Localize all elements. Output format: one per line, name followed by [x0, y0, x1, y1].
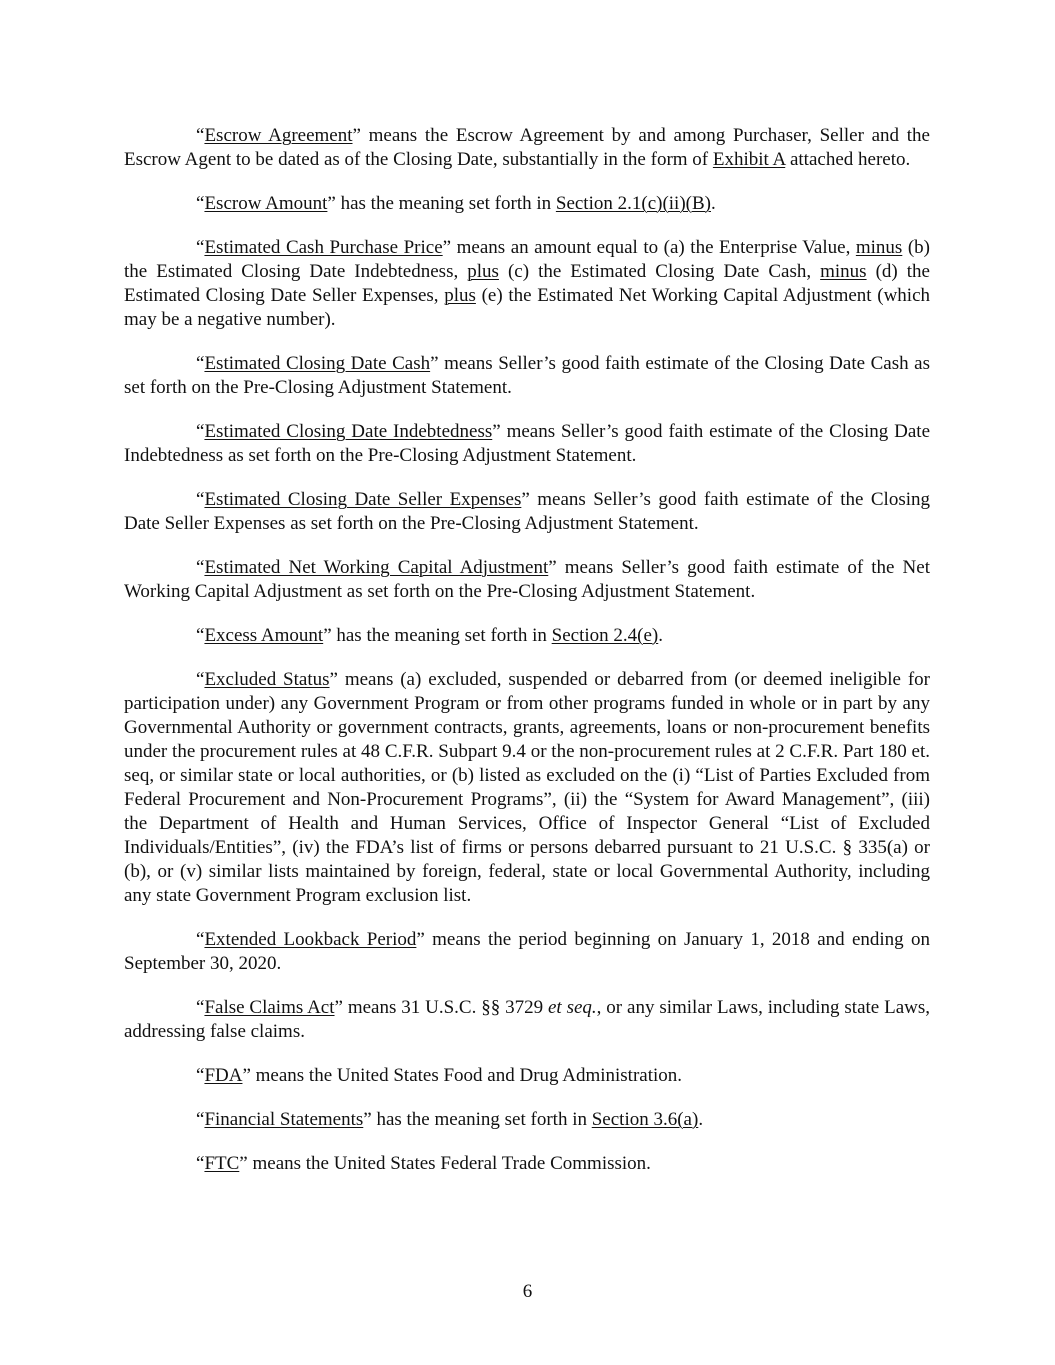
definition-text: ” has the meaning set forth in: [323, 625, 552, 646]
definition-text: ” means 31 U.S.C. §§ 3729: [334, 997, 548, 1018]
definition-text: ” means an amount equal to (a) the Enterprise Value,: [442, 237, 856, 258]
defined-term: Estimated Closing Date Seller Expenses: [204, 489, 522, 510]
cross-reference: Section 3.6(a): [591, 1109, 699, 1130]
definition-ftc: [124, 1152, 930, 1176]
defined-term: Estimated Closing Date Cash: [204, 353, 431, 374]
definition-text: .: [711, 193, 716, 214]
cross-reference: minus: [855, 237, 903, 258]
definition-text: “: [196, 625, 205, 646]
definition-excluded-status: [124, 668, 930, 908]
italic-text: et seq.: [548, 997, 597, 1018]
definition-estimated-net-working-capital-adjustment: [124, 556, 930, 604]
definition-text: “: [196, 929, 205, 950]
definition-estimated-closing-date-seller-expenses: [124, 488, 930, 536]
definition-text: “: [196, 1065, 205, 1086]
definition-false-claims-act: [124, 996, 930, 1044]
definition-text: ” means Seller’s good faith estimate of the Net Working Capital Adjustment as set forth on the Pre-Closing Adjustment Statement.: [124, 557, 930, 602]
definition-text: ” has the meaning set forth in: [363, 1109, 592, 1130]
cross-reference: Exhibit A: [712, 149, 786, 170]
definition-text: ” means the United States Federal Trade Commission.: [239, 1153, 651, 1174]
definition-estimated-cash-purchase-price: [124, 236, 930, 332]
definition-text: “: [196, 125, 205, 146]
defined-term: Estimated Net Working Capital Adjustment: [204, 557, 549, 578]
definition-text: “: [196, 237, 205, 258]
definition-fda: [124, 1064, 930, 1088]
definition-text: (b) the Estimated Closing Date Indebtedness,: [124, 237, 931, 282]
cross-reference: plus: [467, 261, 499, 282]
definition-text: “: [196, 489, 205, 510]
definition-estimated-closing-date-cash: [124, 352, 930, 400]
defined-term: Estimated Cash Purchase Price: [204, 237, 443, 258]
definition-text: “: [196, 193, 205, 214]
definition-text: “: [196, 1153, 205, 1174]
definition-text: ” means (a) excluded, suspended or debarred from (or deemed ineligible for participation under) any Government Program or from other programs funded in whole or in part by any Governmental Authority or government contracts, grants, agreements, loans or non-procurement benefits under the procurement rules at 48 C.F.R. Subpart 9.4 or the non-procurement rules at 2 C.F.R. Part 180 et. seq, or similar state or local authorities, or (b) listed as excluded on the (i) “List of Parties Excluded from Federal Procurement and Non-Procurement Programs”, (ii) the “System for Award Management”, (iii) the Department of Health and Human Services, Office of Inspector General “List of Excluded Individuals/Entities”, (iv) the FDA’s list of firms or persons debarred pursuant to 21 U.S.C. § 335(a) or (b), or (v) similar lists maintained by foreign, federal, state or local Governmental Authority, including any state Government Program exclusion list.: [124, 669, 931, 906]
definition-extended-lookback-period: [124, 928, 930, 976]
defined-term: Extended Lookback Period: [204, 929, 417, 950]
defined-term: Excluded Status: [204, 669, 330, 690]
definition-text: (e) the Estimated Net Working Capital Adjustment (which may be a negative number).: [124, 285, 930, 330]
definition-text: .: [658, 625, 663, 646]
definition-text: (d) the Estimated Closing Date Seller Expenses,: [124, 261, 930, 306]
definition-text: “: [196, 353, 205, 374]
definition-text: .: [698, 1109, 704, 1130]
cross-reference: plus: [444, 285, 476, 306]
definition-text: ” means the United States Food and Drug Administration.: [242, 1065, 683, 1086]
definition-text: ” means the period beginning on January 1, 2018 and ending on September 30, 2020.: [124, 929, 930, 974]
definition-text: , or any similar Laws, including state Laws, addressing false claims.: [124, 997, 930, 1042]
definition-text: “: [196, 421, 205, 442]
definition-text: attached hereto.: [785, 149, 911, 170]
definition-text: (c) the Estimated Closing Date Cash,: [498, 261, 821, 282]
definition-escrow-amount: [124, 192, 930, 216]
definition-text: “: [196, 669, 205, 690]
defined-term: Financial Statements: [204, 1109, 364, 1130]
defined-term: Estimated Closing Date Indebtedness: [204, 421, 493, 442]
definition-excess-amount: [124, 624, 930, 648]
definition-text: ” means the Escrow Agreement by and among Purchaser, Seller and the Escrow Agent to be dated as of the Closing Date, substantially in the form of: [124, 125, 930, 170]
definitions-list: [124, 124, 930, 1176]
definition-escrow-agreement: [124, 124, 930, 172]
definition-financial-statements: [124, 1108, 930, 1132]
defined-term: Escrow Agreement: [204, 125, 353, 146]
definition-text: ” means Seller’s good faith estimate of the Closing Date Cash as set forth on the Pre-Closing Adjustment Statement.: [124, 353, 930, 398]
definition-text: “: [196, 557, 205, 578]
cross-reference: Section 2.4(e): [551, 625, 659, 646]
definition-text: ” means Seller’s good faith estimate of the Closing Date Indebtedness as set forth on the Pre-Closing Adjustment Statement.: [124, 421, 930, 466]
defined-term: Escrow Amount: [204, 193, 328, 214]
defined-term: Excess Amount: [204, 625, 324, 646]
definition-text: ” has the meaning set forth in: [327, 193, 556, 214]
defined-term: FTC: [204, 1153, 240, 1174]
page-number: 6: [522, 1281, 533, 1302]
defined-term: False Claims Act: [204, 997, 335, 1018]
definition-text: ” means Seller’s good faith estimate of the Closing Date Seller Expenses as set forth on the Pre-Closing Adjustment Statement.: [124, 489, 930, 534]
defined-term: FDA: [204, 1065, 243, 1086]
definition-estimated-closing-date-indebtedness: [124, 420, 930, 468]
cross-reference: minus: [820, 261, 867, 282]
definition-text: “: [196, 1109, 205, 1130]
cross-reference: Section 2.1(c)(ii)(B): [555, 193, 711, 214]
document-page: [124, 124, 930, 1196]
definition-text: “: [196, 997, 205, 1018]
